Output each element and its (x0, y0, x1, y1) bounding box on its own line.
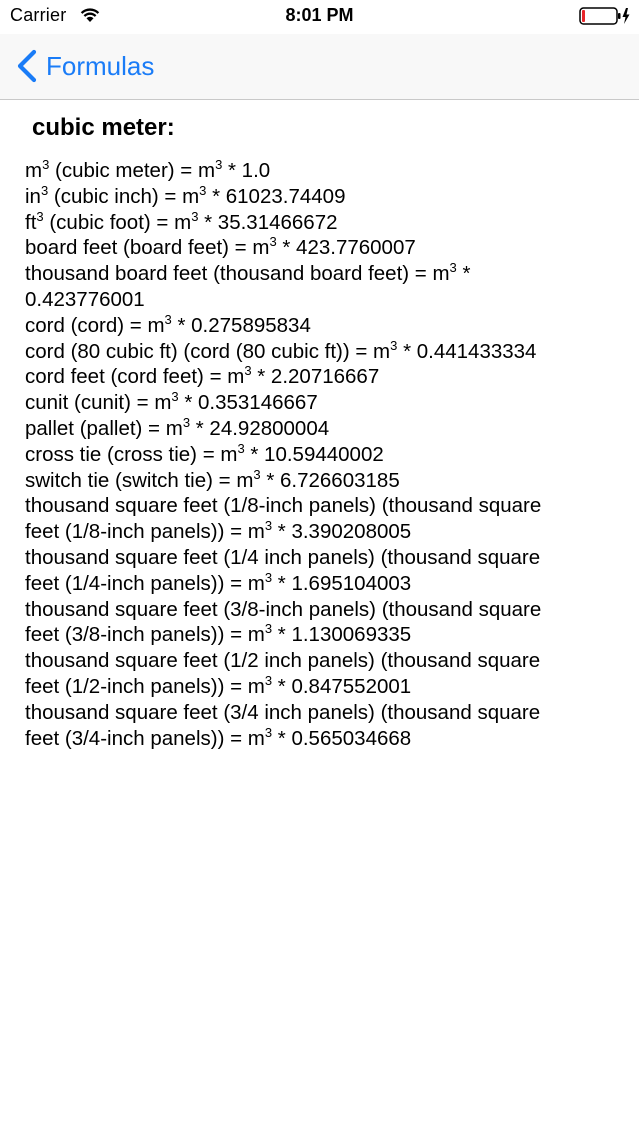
formula-line: thousand square feet (1/8-inch panels) (thousand square (25, 494, 542, 518)
formula-line: thousand square feet (3/8-inch panels) (thousand square (25, 597, 542, 621)
status-bar (0, 0, 639, 34)
battery-icon (579, 6, 631, 26)
formula-line: cord (cord) = $m^3 * 0.275895834$ (25, 311, 311, 337)
formula-line: cord feet (cord feet) = $m^3 * 2.20716667$ (25, 363, 380, 389)
formula-line: feet (3/8-inch panels)) = $m^3 * 1.130069335$ (25, 621, 412, 647)
chevron-left-icon (16, 49, 38, 83)
back-button[interactable] (16, 48, 154, 84)
navigation-bar (0, 34, 639, 100)
battery-level (582, 10, 585, 22)
formula-line: $ft^3$ (cubic foot) = $m^3 * 35.31466672$ (25, 208, 338, 234)
formula-line: cross tie (cross $tie) = m^3 * 10.59440002$ (25, 440, 384, 466)
formula-line: switch tie (switch $tie) = m^3 * 6.726603185$ (25, 466, 400, 492)
page-title: cubic meter: (32, 114, 175, 141)
formula-list (25, 158, 625, 751)
formula-line: thousand square feet (1/4 inch panels) (thousand square (25, 545, 541, 569)
carrier-label: Carrier (10, 5, 67, 25)
status-time: 8:01 PM (285, 5, 354, 25)
formula-line: board feet (board feet) = $m^3 * 423.7760007$ (25, 234, 416, 260)
formula-line: feet (3/4-inch panels)) = $m^3 * 0.565034668$ (25, 724, 412, 750)
formula-line: thousand square feet (3/4 inch panels) (thousand square (25, 700, 541, 724)
formula-line: feet (1/2-inch panels)) = $m^3 * 0.847552001$ (25, 672, 412, 698)
formula-line: $in^3$ (cubic inch) = $m^3 * 61023.74409$ (25, 182, 346, 208)
formula-line: $m^3$ (cubic meter) = $m^3 * 1.0$ (25, 157, 271, 182)
formula-line: thousand square feet (1/2 inch panels) (thousand square (25, 649, 541, 673)
formula-line: thousand board feet (thousand board feet) = $m^3$ * (25, 260, 471, 286)
formula-line: pallet (pallet) = $m^3 * 24.92800004$ (25, 414, 330, 440)
formula-line: 0.423776001 (25, 287, 145, 311)
back-button-label: Formulas (46, 51, 155, 81)
formula-line: cunit (cunit) = $m^3 * 0.353146667$ (25, 389, 318, 415)
formula-line: feet (1/8-inch panels)) = $m^3 * 3.390208005$ (25, 518, 412, 544)
formula-line: cord (80 cubic ft) (cord (80 cubic $ft)) = m^3 * 0.441433334$ (25, 337, 537, 363)
formula-line: feet (1/4-inch panels)) = $m^3 * 1.695104003$ (25, 569, 412, 595)
